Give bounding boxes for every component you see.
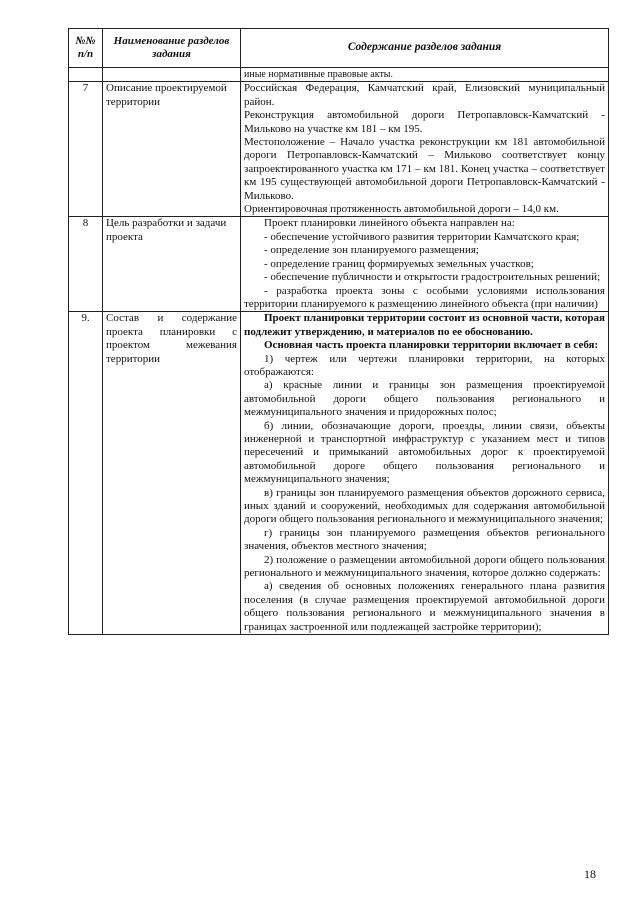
continuation-row <box>69 68 609 82</box>
row-8-name: Цель разработки и задачи проекта <box>103 217 241 312</box>
row-7-content <box>241 82 609 217</box>
row-9-para-3: б) линии, обозначающие дороги, проезды, линии связи, объекты инженерной и транспортной инфраструктур с указанием мест и типов пересечений и примыканий автомобильных дорог к проектируемой автомобильной дороге общего пользования регионального и межмуниципального значения; <box>244 419 605 486</box>
row-8-para-6: - разработка проекта зоны с особыми условиями использования территории планируемого к размещению линейного объекта (при наличии) <box>244 284 605 310</box>
row-7-num: 7 <box>69 82 103 217</box>
table-row-7 <box>69 82 609 217</box>
table-row-9 <box>69 312 609 635</box>
table-header-row <box>69 29 609 68</box>
page-number: 18 <box>584 867 596 881</box>
row-9-name: Состав и содержание проекта планировки с проектом межевания территории <box>103 312 241 635</box>
row-9-bold-2: Основная часть проекта планировки территории включает в себя: <box>264 339 599 352</box>
row-7-para-3: Местоположение – Начало участка реконструкции км 181 автомобильной дороги Петропавловск-Камчатский – Мильково соответствует концу запроектированного участка км 171 – км 181. Конец участка – соответствует км 195 существующей автомобильной дороги Петропавловск-Камчатский - Мильково. <box>244 136 605 202</box>
row-9-para-2: а) красные линии и границы зон размещения проектируемой автомобильной дороги общего пользования регионального и межмуниципального значения и придорожных полос; <box>244 379 605 419</box>
row-7-para-4: Ориентировочная протяженность автомобильной дороги – 14,0 км. <box>244 203 559 216</box>
row-9-para-6: 2) положение о размещении автомобильной дороги общего пользования регионального и межмуниципального значения, которое должно содержать: <box>244 553 605 580</box>
row-8-para-3: - определение зон планируемого размещения; <box>264 244 479 257</box>
row-9-num: 9. <box>69 312 103 635</box>
row-8-para-2: - обеспечение устойчивого развития территории Камчатского края; <box>264 230 580 243</box>
task-table <box>68 28 609 635</box>
continuation-text: иные нормативные правовые акты. <box>241 68 609 82</box>
header-name: Наименование разделов задания <box>103 29 241 68</box>
row-7-para-2: Реконструкция автомобильной дороги Петропавловск-Камчатский - Мильково на участке км 181 – км 195. <box>244 109 605 135</box>
row-8-para-1: Проект планировки линейного объекта направлен на: <box>264 217 515 230</box>
row-8-content <box>241 217 609 312</box>
document-sheet <box>68 28 608 635</box>
table-row-8 <box>69 217 609 312</box>
row-9-para-5: г) границы зон планируемого размещения объектов регионального значения, объектов местного значения; <box>244 526 605 553</box>
row-9-para-4: в) границы зон планируемого размещения объектов дорожного сервиса, иных зданий и сооружений, необходимых для содержания автомобильной дороги общего пользования регионального и межмуниципального значения; <box>244 486 605 526</box>
row-9-bold-1: Проект планировки территории состоит из основной части, которая подлежит утверждению, и материалов по ее обоснованию. <box>244 312 605 338</box>
row-8-num: 8 <box>69 217 103 312</box>
row-7-para-1: Российская Федерация, Камчатский край, Елизовский муниципальный район. <box>244 82 605 108</box>
row-9-content <box>241 312 609 635</box>
header-num: №№ п/п <box>69 29 103 68</box>
header-content: Содержание разделов задания <box>241 29 609 68</box>
continuation-num <box>69 68 103 82</box>
row-9-para-7: а) сведения об основных положениях генерального плана развития поселения (в случае размещения проектируемой автомобильной дороги общего пользования регионального и межмуниципального значения в границах застроенной или подлежащей застройке территории); <box>244 580 605 633</box>
continuation-name <box>103 68 241 82</box>
row-9-para-1: 1) чертеж или чертежи планировки территории, на которых отображаются: <box>244 352 605 378</box>
row-8-para-4: - определение границ формируемых земельных участков; <box>264 257 534 270</box>
row-7-name: Описание проектируемой территории <box>103 82 241 217</box>
row-8-para-5: - обеспечение публичности и открытости градостроительных решений; <box>264 271 601 284</box>
